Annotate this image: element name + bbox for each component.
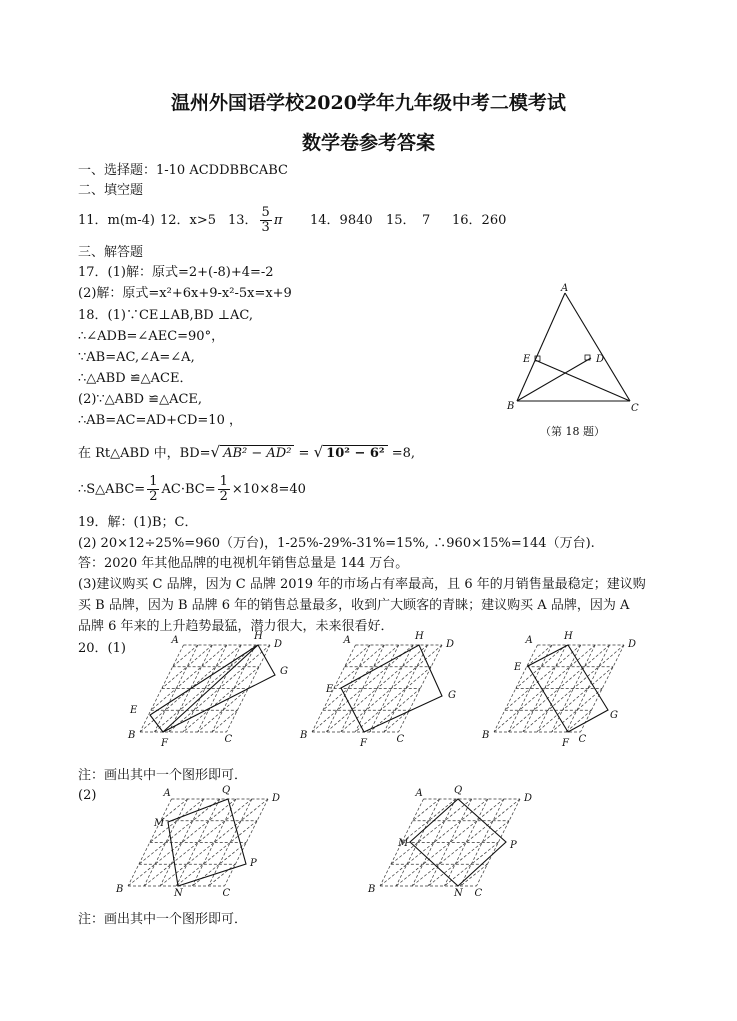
q18-line8 [78, 470, 306, 510]
q18-fraction1 [147, 475, 159, 504]
grid-label-m: M [154, 818, 165, 829]
page-title: 温州外国语学校2020学年九年级中考二模考试 [171, 92, 566, 114]
grid-label-c: C [224, 734, 233, 745]
grid-label-a: A [171, 635, 179, 646]
grid-figure-2b [368, 785, 540, 902]
grid-label-n: N [174, 888, 183, 899]
section3-heading: 三、解答题 [78, 245, 144, 260]
grid-label-e: E [130, 705, 138, 716]
grid-label-f: F [562, 738, 569, 749]
grid-figure-1b [300, 631, 462, 749]
q19-line4: (3)建议购买 C 品牌，因为 C 品牌 2019 年的市场占有率最高，且 6 年的月销售量最稳定；建议购 [78, 577, 646, 592]
q17-line2: (2)解：原式=x²+6x+9-x²-5x=x+9 [78, 286, 292, 301]
grid-label-a: A [415, 788, 423, 799]
section2-heading: 二、填空题 [78, 183, 144, 198]
answer-12: 12．x>5 [160, 213, 217, 228]
grid-label-d: D [628, 639, 637, 650]
grid-label-h: H [254, 631, 263, 642]
grid-label-d: D [272, 793, 281, 804]
q18-fraction2 [218, 475, 230, 504]
grid-label-g: G [610, 710, 618, 721]
q18-line3: ∵AB=AC,∠A=∠A, [78, 350, 195, 365]
q18-figure-caption: （第 18 题） [540, 425, 605, 438]
page-subtitle: 数学卷参考答案 [301, 132, 435, 154]
grid-line [391, 799, 472, 864]
answer-15: 15． 7 [386, 213, 431, 228]
answer-13 [228, 201, 282, 241]
grid-line [161, 799, 188, 821]
answer-13-denominator: 3 [261, 220, 270, 235]
q18-line7-suffix: =8, [387, 446, 416, 461]
grid-label-c: C [474, 888, 483, 899]
grid-label-g: G [448, 690, 456, 701]
q20-note1: 注：画出其中一个图形即可． [78, 768, 248, 783]
grid-label-b: B [368, 884, 376, 895]
q18-fraction2-num: 1 [219, 474, 228, 489]
grid-line [192, 799, 236, 886]
grid-label-a: A [163, 788, 171, 799]
q18-line8-prefix: ∴S△ABC= [78, 482, 146, 497]
answer-16: 16．260 [452, 213, 507, 228]
answer-13-numerator: 5 [261, 205, 270, 220]
grid-figure-1c [482, 631, 644, 749]
grid-label-n: N [454, 888, 463, 899]
grid-label-d: D [274, 639, 283, 650]
q18-triangle-figure [495, 283, 639, 433]
grid-figure-2a [116, 785, 288, 902]
grid-label-p: P [250, 858, 257, 869]
q18-root1: AB² − AD² [220, 445, 294, 462]
grid-line [212, 710, 237, 732]
grid-label-q: Q [454, 785, 463, 796]
answer-11: 11．m(m-4) [78, 213, 156, 228]
q18-line7-eq: = [294, 446, 314, 461]
q18-fraction2-den: 2 [219, 489, 228, 504]
answer-14: 14．9840 [310, 213, 373, 228]
grid-line [176, 821, 257, 886]
q18-line4: ∴△ABD ≌△ACE． [78, 371, 193, 386]
grid-line [139, 799, 220, 864]
q17-line1: 17．(1)解：原式=2+(-8)+4=-2 [78, 265, 274, 280]
grid-label-d: D [524, 793, 533, 804]
grid-label-c: C [222, 888, 231, 899]
grid-figure-1a [128, 631, 290, 749]
label-c: C [631, 403, 639, 414]
answer-13-prefix: 13． [228, 213, 258, 228]
label-a: A [561, 283, 569, 294]
label-e: E [523, 354, 531, 365]
q18-line5: (2)∵△ABD ≌△ACE, [78, 392, 203, 407]
grid-line [173, 645, 198, 667]
grid-line [413, 799, 440, 821]
q20-part1-label: 20．(1) [78, 641, 126, 656]
q19-line1: 19．解：(1)B；C． [78, 515, 198, 530]
q18-line8-suffix: ×10×8=40 [231, 482, 306, 497]
q20-note2: 注：画出其中一个图形即可． [78, 912, 248, 927]
grid-label-d: D [446, 639, 455, 650]
answer-13-fraction [260, 206, 272, 235]
side-ac [565, 293, 630, 401]
grid-line [460, 864, 487, 886]
grid-label-m: M [398, 838, 409, 849]
label-b: B [507, 401, 515, 412]
q18-line7-prefix: 在 Rt△ABD 中，BD= [78, 446, 211, 461]
q18-fraction1-den: 2 [149, 489, 158, 504]
grid-label-h: H [564, 631, 573, 642]
grid-line [444, 799, 488, 886]
grid-label-q: Q [222, 785, 231, 796]
grid-label-g: G [280, 666, 288, 677]
grid-label-f: F [360, 738, 367, 749]
q18-line2: ∴∠ADB=∠AEC=90°， [78, 329, 225, 344]
segment-ce [535, 360, 630, 401]
grid-line [176, 799, 220, 886]
q18-line8-mid: AC·BC= [161, 482, 216, 497]
grid-label-e: E [326, 684, 334, 695]
q18-root2: 10² − 6² [323, 445, 387, 462]
grid-label-a: A [343, 635, 351, 646]
side-ab [517, 293, 565, 401]
q19-line6: 品牌 6 年来的上升趋势最猛，潜力很大，未来很看好． [78, 619, 394, 634]
grid-line [151, 645, 227, 710]
grid-label-c: C [396, 734, 405, 745]
q20-part2-label: (2) [78, 788, 97, 803]
grid-label-a: A [525, 635, 533, 646]
q18-fraction1-num: 1 [149, 474, 158, 489]
grid-label-p: P [510, 840, 517, 851]
grid-line [345, 645, 370, 667]
grid-line [183, 667, 259, 732]
grid-line [428, 799, 472, 886]
grid-line [494, 645, 595, 732]
section1-heading: 一、选择题：1-10 ACDDBBCABC [78, 163, 288, 178]
grid-label-b: B [116, 884, 124, 895]
grid-label-e: E [514, 662, 522, 673]
grid-label-b: B [128, 730, 136, 741]
q18-line6: ∴AB=AC=AD+CD=10 ， [78, 413, 242, 428]
grid-label-b: B [300, 730, 308, 741]
grid-label-c: C [578, 734, 587, 745]
q18-line1: 18．(1)∵CE⊥AB,BD ⊥AC, [78, 308, 254, 323]
q19-line5: 买 B 品牌，因为 B 品牌 6 年的销售总量最多，收到广大顾客的青睐；建议购买 A 品牌，因为 A [78, 598, 630, 613]
answer-13-suffix: π [273, 213, 283, 228]
grid-label-b: B [482, 730, 490, 741]
q19-line2: (2) 20×12÷25%=960（万台)，1-25%-29%-31%=15%, ∴960×15%=144（万台). [78, 536, 595, 551]
q18-line7: 在 Rt△ABD 中，BD=√ AB² − AD² = √ 10² − 6² =8, [78, 443, 416, 461]
grid-line [505, 645, 581, 710]
grid-label-f: F [161, 738, 168, 749]
grid-label-h: H [415, 631, 424, 642]
q19-line3: 答：2020 年其他品牌的电视机年销售总量是 144 万台。 [78, 556, 409, 571]
grid-line [355, 667, 431, 732]
label-d: D [596, 354, 605, 365]
